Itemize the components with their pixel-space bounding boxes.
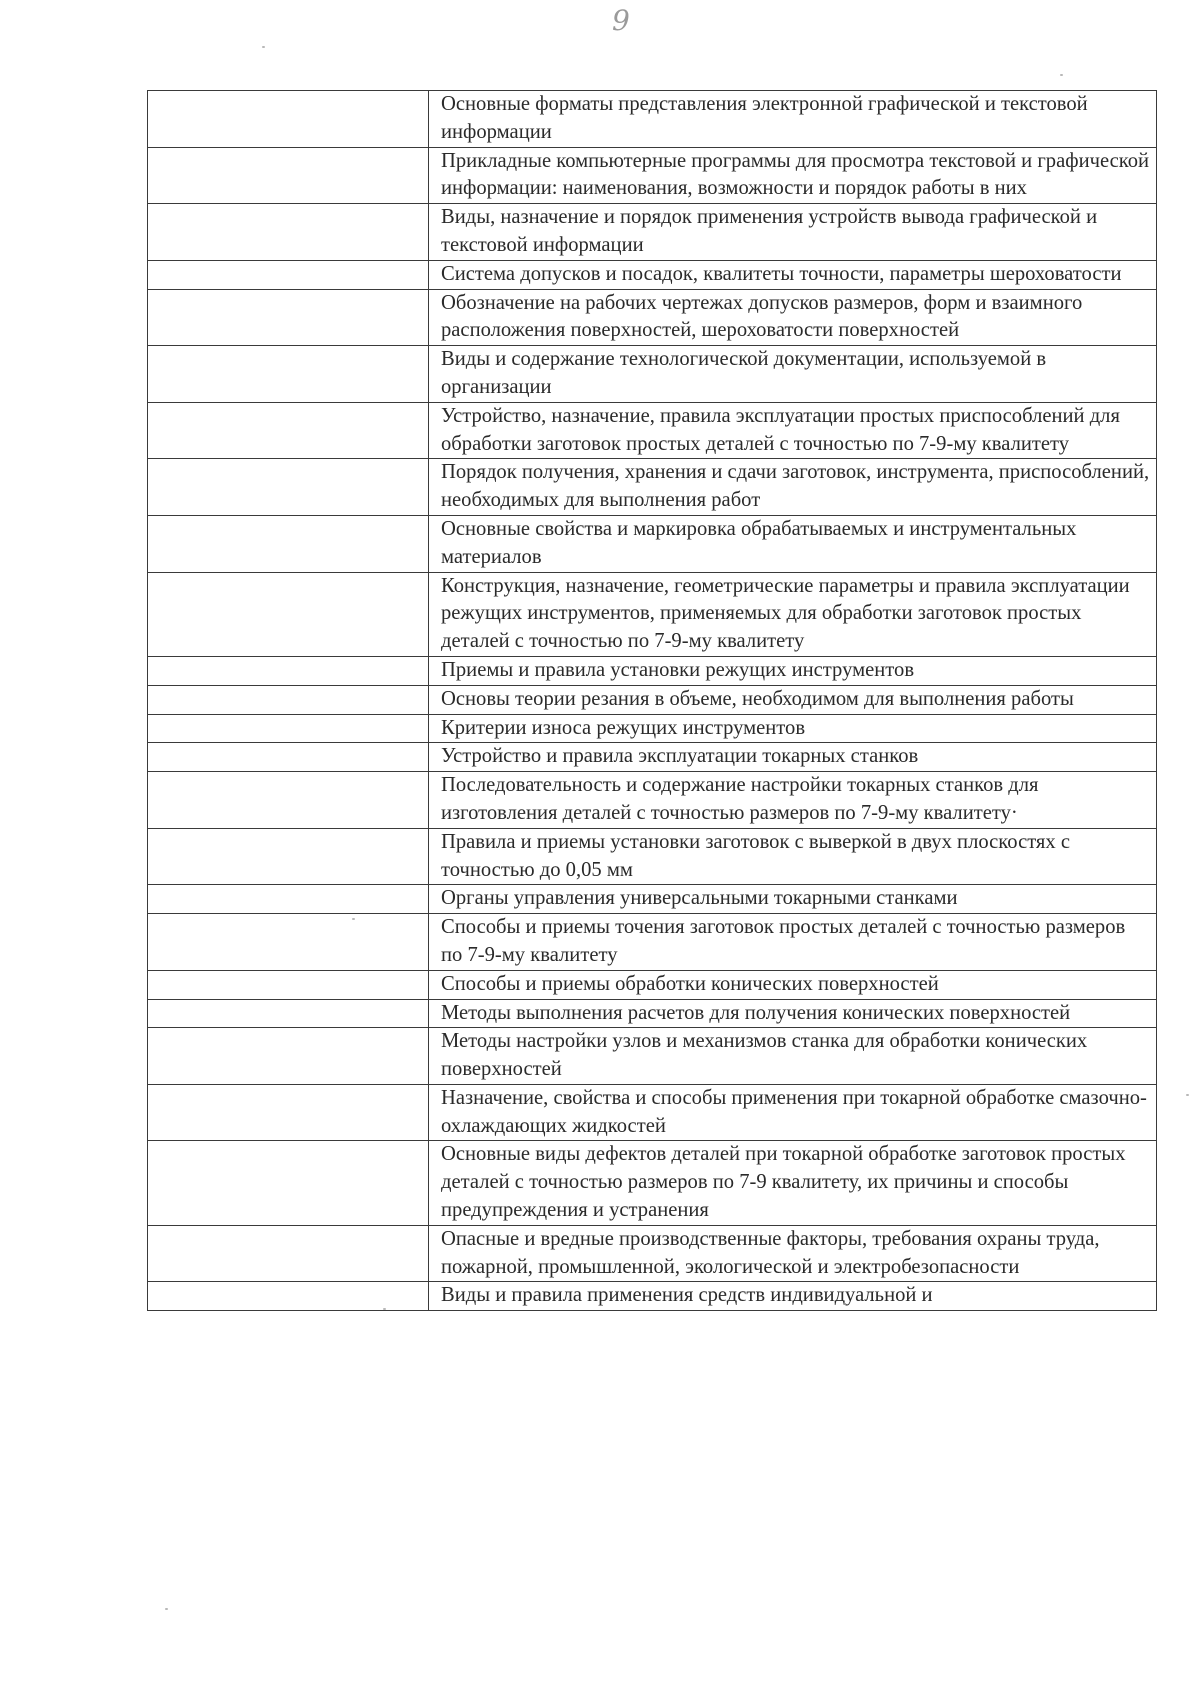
table-cell-knowledge-item: Виды и содержание технологической документации, используемой в организации <box>429 346 1157 403</box>
table-cell-knowledge-item: Виды, назначение и порядок применения устройств вывода графической и текстовой информации <box>429 204 1157 261</box>
table-row <box>148 204 1157 261</box>
table-cell-knowledge-item: Основы теории резания в объеме, необходимом для выполнения работы <box>429 685 1157 714</box>
page-number: 9 <box>612 4 630 37</box>
knowledge-requirements-table <box>147 90 1157 1311</box>
table-row <box>148 1084 1157 1141</box>
table-row <box>148 885 1157 914</box>
table-row <box>148 147 1157 204</box>
table-cell-knowledge-item: Последовательность и содержание настройки токарных станков для изготовления деталей с точностью размеров по 7-9-му квалитету· <box>429 772 1157 829</box>
table-cell-left <box>148 515 429 572</box>
table-cell-left <box>148 1028 429 1085</box>
table-cell-left <box>148 346 429 403</box>
scan-speck <box>262 46 265 48</box>
table-cell-left <box>148 656 429 685</box>
table-row <box>148 999 1157 1028</box>
table-cell-knowledge-item: Методы настройки узлов и механизмов станка для обработки конических поверхностей <box>429 1028 1157 1085</box>
table-cell-left <box>148 885 429 914</box>
table-cell-left <box>148 572 429 656</box>
table-row <box>148 743 1157 772</box>
table-cell-left <box>148 147 429 204</box>
table-cell-left <box>148 1084 429 1141</box>
table-cell-left <box>148 289 429 346</box>
table-cell-knowledge-item: Способы и приемы обработки конических поверхностей <box>429 970 1157 999</box>
table-row <box>148 685 1157 714</box>
table-cell-knowledge-item: Конструкция, назначение, геометрические параметры и правила эксплуатации режущих инструментов, применяемых для обработки заготовок простых деталей с точностью по 7-9-му квалитету <box>429 572 1157 656</box>
table-cell-left <box>148 714 429 743</box>
table-cell-left <box>148 914 429 971</box>
table-row <box>148 572 1157 656</box>
table-cell-left <box>148 91 429 148</box>
table-row <box>148 260 1157 289</box>
table-cell-left <box>148 459 429 516</box>
table-row <box>148 91 1157 148</box>
table-row <box>148 1141 1157 1225</box>
table-cell-knowledge-item: Опасные и вредные производственные факторы, требования охраны труда, пожарной, промышленной, экологической и электробезопасности <box>429 1225 1157 1282</box>
table-cell-knowledge-item: Прикладные компьютерные программы для просмотра текстовой и графической информации: наименования, возможности и порядок работы в них <box>429 147 1157 204</box>
table-row <box>148 828 1157 885</box>
table-cell-knowledge-item: Критерии износа режущих инструментов <box>429 714 1157 743</box>
table-cell-knowledge-item: Методы выполнения расчетов для получения конических поверхностей <box>429 999 1157 1028</box>
table-row <box>148 402 1157 459</box>
table-row <box>148 346 1157 403</box>
table-row <box>148 515 1157 572</box>
table-row <box>148 1225 1157 1282</box>
table-cell-left <box>148 970 429 999</box>
table-cell-knowledge-item: Правила и приемы установки заготовок с выверкой в двух плоскостях с точностью до 0,05 мм <box>429 828 1157 885</box>
table-cell-left <box>148 828 429 885</box>
table-cell-knowledge-item: Устройство, назначение, правила эксплуатации простых приспособлений для обработки заготовок простых деталей с точностью по 7-9-му квалитету <box>429 402 1157 459</box>
table-cell-knowledge-item: Органы управления универсальными токарными станками <box>429 885 1157 914</box>
table-cell-left <box>148 743 429 772</box>
table-cell-left <box>148 1282 429 1311</box>
table-row <box>148 714 1157 743</box>
table-cell-knowledge-item: Система допусков и посадок, квалитеты точности, параметры шероховатости <box>429 260 1157 289</box>
table-row <box>148 1028 1157 1085</box>
table-cell-knowledge-item: Устройство и правила эксплуатации токарных станков <box>429 743 1157 772</box>
table-row <box>148 914 1157 971</box>
table-cell-knowledge-item: Обозначение на рабочих чертежах допусков размеров, форм и взаимного расположения поверхностей, шероховатости поверхностей <box>429 289 1157 346</box>
table-cell-left <box>148 999 429 1028</box>
table-cell-knowledge-item: Назначение, свойства и способы применения при токарной обработке смазочно-охлаждающих жидкостей <box>429 1084 1157 1141</box>
table-cell-left <box>148 1141 429 1225</box>
table-cell-knowledge-item: Способы и приемы точения заготовок простых деталей с точностью размеров по 7-9-му квалитету <box>429 914 1157 971</box>
table-cell-left <box>148 204 429 261</box>
table-row <box>148 1282 1157 1311</box>
table-cell-knowledge-item: Основные форматы представления электронной графической и текстовой информации <box>429 91 1157 148</box>
table-cell-knowledge-item: Порядок получения, хранения и сдачи заготовок, инструмента, приспособлений, необходимых для выполнения работ <box>429 459 1157 516</box>
table-cell-knowledge-item: Основные виды дефектов деталей при токарной обработке заготовок простых деталей с точностью размеров по 7-9 квалитету, их причины и способы предупреждения и устранения <box>429 1141 1157 1225</box>
table-cell-knowledge-item: Приемы и правила установки режущих инструментов <box>429 656 1157 685</box>
table-cell-left <box>148 1225 429 1282</box>
scan-speck <box>165 1608 168 1610</box>
table-row <box>148 459 1157 516</box>
table-cell-knowledge-item: Виды и правила применения средств индивидуальной и <box>429 1282 1157 1311</box>
table-cell-left <box>148 402 429 459</box>
table-row <box>148 970 1157 999</box>
table-row <box>148 772 1157 829</box>
table-cell-left <box>148 685 429 714</box>
table-body <box>148 91 1157 1311</box>
table-cell-knowledge-item: Основные свойства и маркировка обрабатываемых и инструментальных материалов <box>429 515 1157 572</box>
table-cell-left <box>148 260 429 289</box>
table-cell-left <box>148 772 429 829</box>
table-row <box>148 289 1157 346</box>
scan-speck <box>1060 74 1063 76</box>
table-row <box>148 656 1157 685</box>
scan-speck <box>1186 1094 1189 1096</box>
